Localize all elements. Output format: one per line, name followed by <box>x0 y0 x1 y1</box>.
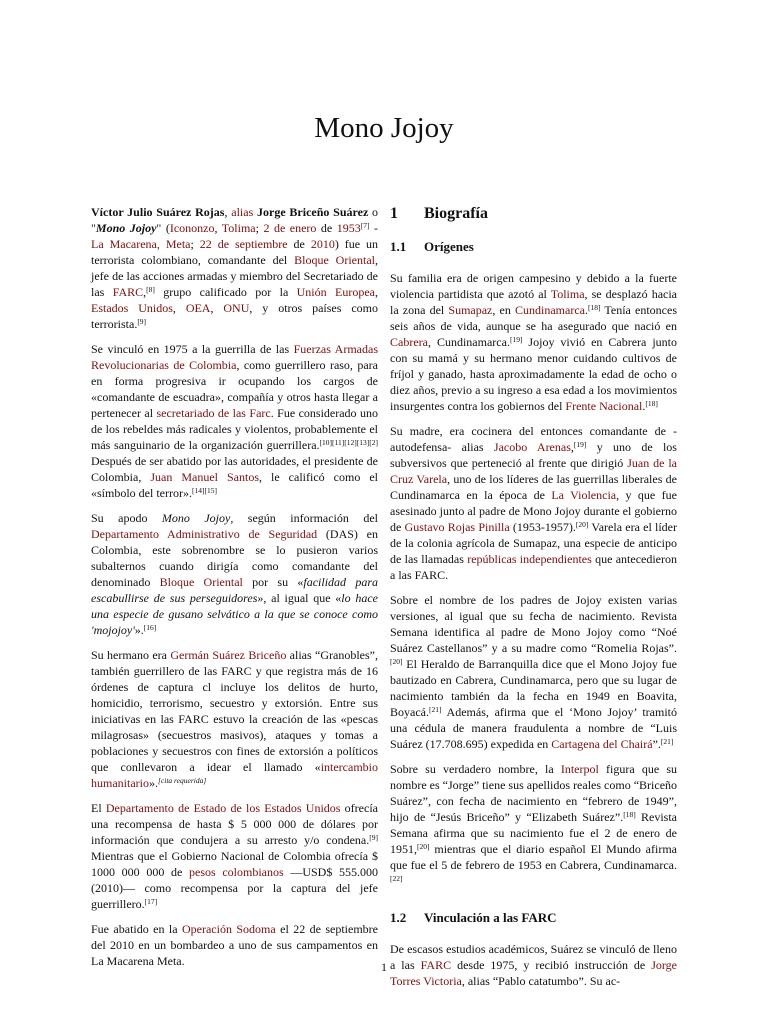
wiki-link[interactable]: Icononzo <box>169 221 215 235</box>
page-number: 1 <box>381 960 387 974</box>
subsection-heading <box>390 238 677 256</box>
text-run: . <box>642 399 646 413</box>
wiki-link[interactable]: Gustavo Rojas Pinilla <box>404 520 510 534</box>
subsection-number: 1.2 <box>390 910 407 925</box>
text-run: , en <box>492 303 515 317</box>
text-run: (1953-1957). <box>509 520 576 534</box>
wiki-link[interactable]: pesos colombianos <box>189 865 284 879</box>
text-run: —USD$ 555.000 (2010)— como recompensa por la captura del jefe guerrillero. <box>91 865 378 911</box>
citation-ref[interactable]: [19] <box>509 335 523 344</box>
text-run: Varela era el líder de la colonia agrícola de Sumapaz, una especie de anticipo de las llamadas <box>390 520 677 566</box>
wiki-link[interactable]: Bloque Oriental <box>159 575 243 589</box>
text-run: , <box>224 205 232 219</box>
italic-text: lo hace una especie de gusano selvático a la que se conoce como 'mojojoy' <box>91 591 378 637</box>
text-run: ». <box>134 623 144 637</box>
text-run: , Cundinamarca. <box>427 335 510 349</box>
text-run: Tenía entonces seis años de vida, aunque se ha asegurado que nació en <box>390 303 678 333</box>
citation-ref[interactable]: [8] <box>146 285 155 294</box>
text-run: , <box>172 301 186 315</box>
text-run: Sobre el nombre de los padres de Jojoy existen varias versiones, al igual que su fecha de nacimiento. Revista Semana identifica al padre de Mono Jojoy como “Noé Suárez Castellanos” y a su madre como “Romelia Rojas”. <box>390 593 677 655</box>
wiki-link[interactable]: Frente Nacional <box>565 399 643 413</box>
text-run: o " <box>91 205 379 235</box>
page-title: Mono Jojoy <box>314 112 454 144</box>
wiki-link[interactable]: OEA <box>185 301 211 315</box>
citation-ref[interactable]: [21] <box>428 705 442 714</box>
text-run: ». <box>148 776 158 790</box>
text-run: , <box>570 440 574 454</box>
text-run: ; <box>190 237 200 251</box>
text-run: ofrecía una recompensa de hasta $ 5 000 000 de dólares por información que condujera a su arresto y/o condena. <box>91 801 378 847</box>
wiki-link[interactable]: Tolima <box>550 287 585 301</box>
text-run: Su madre, era cocinera del entonces comandante de -autodefensa- alias <box>390 424 677 454</box>
text-run: Además, afirma que el ‘Mono Jojoy’ tramitó una cédula de manera fraudulenta a nombre de “Luis Suárez (17.708.695) expedida en <box>390 705 677 751</box>
text-run: de <box>287 237 311 251</box>
wiki-link[interactable]: secretariado de las Farc <box>156 406 271 420</box>
text-run: que antecedieron a las FARC. <box>390 552 678 582</box>
text-run: Su hermano era <box>91 648 171 662</box>
citation-ref[interactable]: [17] <box>144 897 158 906</box>
citation-ref[interactable]: [9] <box>137 317 147 326</box>
subsection-title: Vinculación a las FARC <box>424 910 557 925</box>
text-run: , le calificó como el «símbolo del terror». <box>91 470 378 500</box>
wiki-link[interactable]: 2010 <box>310 237 335 251</box>
text-run: desde 1975, y recibió instrucción de <box>451 958 652 972</box>
wiki-link[interactable]: Cartagena del Chairá <box>551 737 653 751</box>
text-run: El <box>91 801 106 815</box>
bold-italic-text: Mono Jojoy <box>95 221 157 235</box>
text-run: , y que fue asesinado junto al padre de Mono Jojoy durante el gobierno de <box>390 488 677 534</box>
text-run: , uno de los líderes de las guerrillas liberales de Cundinamarca en la época de <box>390 472 677 502</box>
citation-ref[interactable]: [18] <box>587 303 601 312</box>
section-title: Biografía <box>424 205 488 222</box>
text-run: , alias “Pablo catatumbo”. Su ac- <box>461 974 621 988</box>
italic-text: Mono Jojoy <box>161 511 231 525</box>
wiki-link[interactable]: Estados Unidos <box>91 301 173 315</box>
wiki-link[interactable]: FARC <box>420 958 452 972</box>
wiki-link[interactable]: Departamento Administrativo de Seguridad <box>91 527 318 541</box>
citation-ref[interactable]: [7] <box>360 221 370 230</box>
citation-ref[interactable]: [21] <box>660 737 674 746</box>
citation-ref[interactable]: [20] <box>417 842 430 851</box>
wiki-link[interactable]: 22 de septiembre <box>199 237 288 251</box>
text-run: Fue abatido en la <box>91 922 182 936</box>
wiki-link[interactable]: Fuerzas Armadas Revolucionarias de Colombia <box>91 342 378 372</box>
text-run: , según información del <box>230 511 378 525</box>
text-run: De escasos estudios académicos, Suárez se vinculó de lleno a las <box>390 942 677 972</box>
text-run: Se vinculó en 1975 a la guerrilla de las <box>91 342 294 356</box>
right-column <box>390 204 677 998</box>
wiki-link[interactable]: Sumapaz <box>448 303 493 317</box>
wiki-link[interactable]: repúblicas independientes <box>467 552 592 566</box>
citation-ref[interactable]: [16] <box>143 623 157 632</box>
text-run: , <box>143 285 147 299</box>
text-run: , como guerrillero raso, para en forma progresiva ir ocupando los cargos de «comandante de escuadra», compañía y otros hasta llegar a pertenecer al <box>91 358 378 420</box>
text-run: . <box>584 303 588 317</box>
text-run: El Heraldo de Barranquilla dice que el Mono Jojoy fue bautizado en Cabrera, Cundinamarca, pero que su lugar de nacimiento también da la fecha en 1949 en Boavita, Boyacá. <box>390 657 677 719</box>
text-run: , <box>214 221 222 235</box>
citation-ref[interactable]: [20] <box>575 520 589 529</box>
wiki-link[interactable]: FARC <box>112 285 144 299</box>
text-run: de <box>316 221 337 235</box>
text-run: , se desplazó hacia la zona del <box>390 287 678 317</box>
text-run: por su « <box>242 575 304 589</box>
body-paragraph <box>390 592 677 752</box>
body-paragraph <box>390 270 677 414</box>
italic-text: facilidad para escabullirse de sus perseguidores <box>91 575 379 605</box>
text-run: ) fue un terrorista colombiano, comandante del <box>91 237 378 267</box>
intro-paragraph <box>91 204 378 332</box>
wiki-link[interactable]: Cabrera <box>390 335 428 349</box>
text-run: ; <box>255 221 264 235</box>
citation-ref[interactable]: [18] <box>623 810 636 819</box>
citation-ref[interactable]: [9] <box>369 833 378 842</box>
body-paragraph <box>91 510 378 638</box>
wiki-link[interactable]: Juan Manuel Santos <box>150 470 260 484</box>
wiki-link[interactable]: Jorge Torres Victoria <box>390 958 678 988</box>
text-run: - <box>369 221 379 235</box>
wiki-link[interactable]: Tolima <box>221 221 256 235</box>
wiki-link[interactable]: alias <box>231 205 254 219</box>
citation-ref[interactable]: [14][15] <box>191 486 217 495</box>
body-paragraph <box>390 761 677 889</box>
text-run: , <box>210 301 224 315</box>
subsection-heading <box>390 909 677 927</box>
wiki-link[interactable]: La Violencia <box>551 488 617 502</box>
body-paragraph <box>91 341 378 501</box>
body-paragraph <box>390 423 677 583</box>
text-run: Sobre su verdadero nombre, la <box>390 762 561 776</box>
citation-ref[interactable]: [10][11][12][13][2] <box>319 438 378 447</box>
citation-ref[interactable]: [22] <box>390 874 403 883</box>
wiki-link[interactable]: Germán Suárez Briceño <box>170 648 287 662</box>
text-run: , y otros países como terrorista. <box>91 301 378 331</box>
body-paragraph <box>91 647 378 791</box>
text-run: mientras que el diario español El Mundo afirma que fue el 5 de febrero de 1953 en Cabrera, Cundinamarca. <box>390 842 677 872</box>
text-run: Su apodo <box>91 511 162 525</box>
wiki-link[interactable]: Unión Europea <box>296 285 375 299</box>
text-run: Después de ser abatido por las autoridades, el presidente de Colombia, <box>91 454 378 484</box>
citation-ref[interactable]: [18] <box>645 399 658 408</box>
wiki-link[interactable]: 1953 <box>336 221 361 235</box>
text-run: Su familia era de origen campesino y debido a la fuerte violencia partidista que azotó al <box>390 271 677 301</box>
text-run: " ( <box>156 221 170 235</box>
wiki-link[interactable]: Bloque Oriental <box>294 253 375 267</box>
text-run: », al igual que « <box>257 591 342 605</box>
citation-ref[interactable]: [20] <box>390 657 403 666</box>
wiki-link[interactable]: Cundinamarca <box>515 303 585 317</box>
wiki-link[interactable]: Interpol <box>560 762 599 776</box>
subsection-title: Orígenes <box>424 239 474 254</box>
body-paragraph <box>91 800 378 912</box>
text-run: ”. <box>652 737 661 751</box>
text-run: alias “Granobles”, también guerrillero de las FARC y que registra más de 16 órdenes de captura cl incluye los delitos de hurto, homicidio, terrorismo, secuestro y extorsión. Entre sus iniciativas en las FARC estuvo la creación de las «pescas milagrosas» (secuestros masivos), ataques y tomas a poblaciones y secuestros con fines de extorsión a políticos que conllevaron a idear el llamado « <box>91 648 378 774</box>
bold-text: Víctor Julio Suárez Rojas <box>91 205 225 219</box>
wiki-link[interactable]: Jacobo Arenas <box>493 440 571 454</box>
text-run: (DAS) en Colombia, este sobrenombre se lo pusieron varios subalternos cuando dirigía como comandante del denominado <box>91 527 378 589</box>
left-column <box>91 204 378 978</box>
wiki-link[interactable]: ONU <box>223 301 250 315</box>
text-run: y uno de los subversivos que perteneció al frente que dirigió <box>390 440 677 470</box>
bold-text: Jorge Briceño Suárez <box>257 205 369 219</box>
text-run: el 22 de septiembre del 2010 en un bombardeo a uno de sus campamentos en La Macarena Meta. <box>91 922 378 968</box>
citation-needed[interactable]: [cita requerida] <box>157 776 207 785</box>
wiki-link[interactable]: Departamento de Estado de los Estados Unidos <box>105 801 341 815</box>
text-run: Mientras que el Gobierno Nacional de Colombia ofrecía $ 1000 000 000 de <box>91 849 378 879</box>
wiki-link[interactable]: La Macarena, Meta <box>91 237 191 251</box>
citation-ref[interactable]: [19] <box>573 440 587 449</box>
text-run: , jefe de las acciones armadas y miembro del Secretariado de las <box>91 253 378 299</box>
subsection-number: 1.1 <box>390 239 407 254</box>
section-heading <box>390 204 677 224</box>
text-run: Revista Semana afirma que su nacimiento fue el 2 de enero de 1951, <box>390 810 677 856</box>
section-number: 1 <box>390 205 398 222</box>
wiki-link[interactable]: Juan de la Cruz Varela <box>390 456 677 486</box>
text-run: grupo calificado por la <box>154 285 297 299</box>
wiki-link[interactable]: Operación Sodoma <box>181 922 276 936</box>
text-run: . Fue considerado uno de los rebeldes más radicales y violentos, probablemente el más sanguinario de la organización guerrillera. <box>91 406 378 452</box>
text-run: , <box>374 285 378 299</box>
text-run: Jojoy vivió en Cabrera junto con su mamá y su hermano menor cuidando cultivos de fríjol y ganado, hasta aproximadamente la edad de ocho o diez años, previo a su ingreso a esa edad a los movimientos insurgentes contra los gobiernos del <box>390 335 678 413</box>
wiki-link[interactable]: 2 de enero <box>263 221 317 235</box>
text-run: figura que su nombre es “Jorge” tiene sus apellidos reales como “Briceño Suárez”, con fecha de nacimiento en “febrero de 1949”, hijo de “Jesús Briceño” y “Elizabeth Suárez”. <box>390 762 678 824</box>
wiki-link[interactable]: intercambio humanitario <box>91 760 378 790</box>
